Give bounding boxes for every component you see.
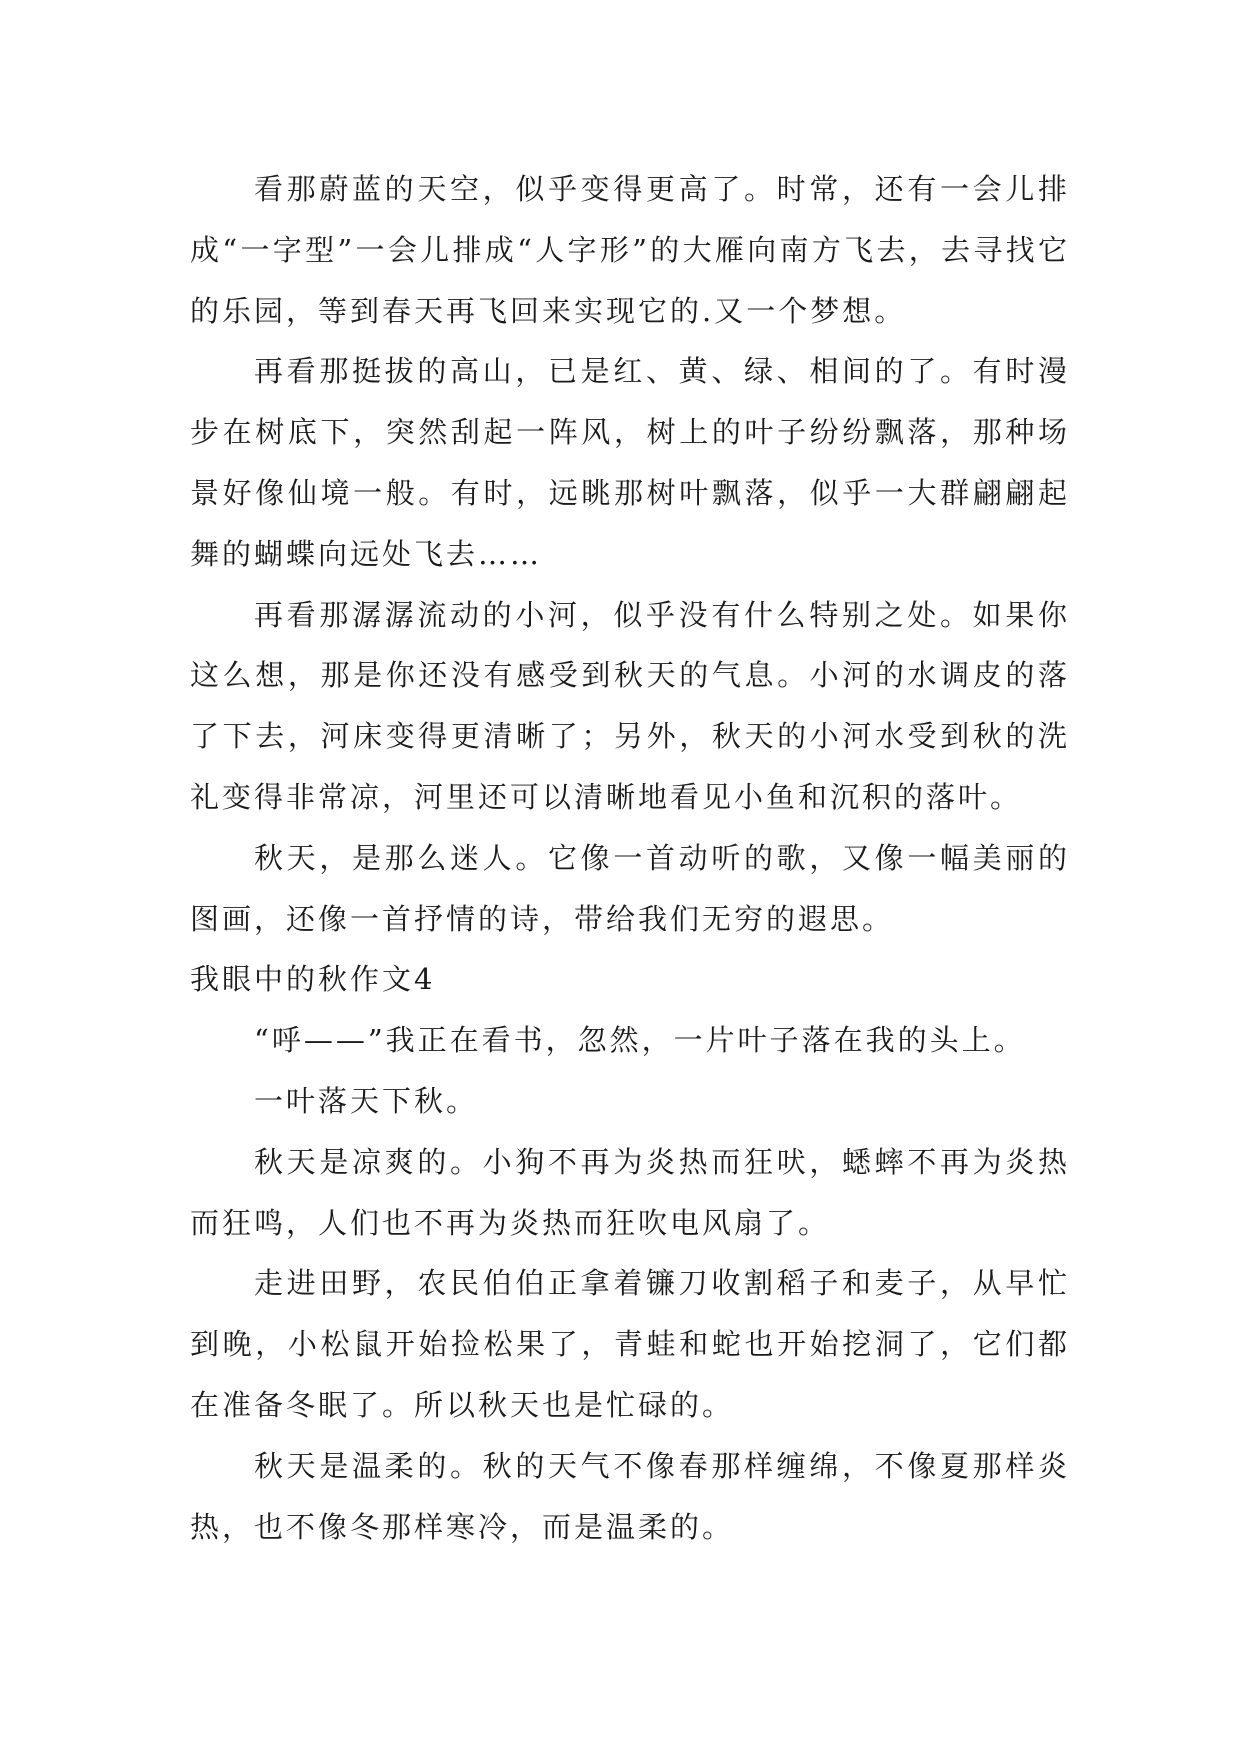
paragraph-one-leaf: 一叶落天下秋。: [254, 1083, 479, 1118]
paragraph-leaf-falls: “呼——”我正在看书，忽然，一片叶子落在我的头上。: [254, 1023, 1026, 1058]
paragraph-busy-autumn: 走进田野，农民伯伯正拿着镰刀收割稻子和麦子，从早忙到晚，小松鼠开始捡松果了，青蛙和蛇也开始挖洞了，它们都在准备冬眠了。所以秋天也是忙碌的。: [190, 1266, 1070, 1422]
paragraph-gentle-autumn: 秋天是温柔的。秋的天气不像春那样缠绵，不像夏那样炎热，也不像冬那样寒冷，而是温柔的。: [190, 1448, 1070, 1544]
paragraph-mountain: 再看那挺拔的高山，已是红、黄、绿、相间的了。有时漫步在树底下，突然刮起一阵风，树上的叶子纷纷飘落，那种场景好像仙境一般。有时，远眺那树叶飘落，似乎一大群翩翩起舞的蝴蝶向远处飞去……: [190, 354, 1070, 571]
paragraph-sky: 看那蔚蓝的天空，似乎变得更高了。时常，还有一会儿排成“一字型”一会儿排成“人字形”的大雁向南方飞去，去寻找它的乐园，等到春天再飞回来实现它的.又一个梦想。: [190, 172, 1070, 328]
document-body: [190, 159, 1070, 1557]
paragraph-cool-autumn: 秋天是凉爽的。小狗不再为炎热而狂吠，蟋蟀不再为炎热而狂鸣，人们也不再为炎热而狂吹电风扇了。: [190, 1144, 1070, 1240]
paragraph-charming-autumn: 秋天，是那么迷人。它像一首动听的歌，又像一幅美丽的图画，还像一首抒情的诗，带给我们无穷的遐思。: [190, 840, 1070, 936]
essay-title: 我眼中的秋作文4: [190, 962, 436, 997]
paragraph-river: 再看那潺潺流动的小河，似乎没有什么特别之处。如果你这么想，那是你还没有感受到秋天的气息。小河的水调皮的落了下去，河床变得更清晰了；另外，秋天的小河水受到秋的洗礼变得非常凉，河里还可以清晰地看见小鱼和沉积的落叶。: [190, 597, 1070, 814]
